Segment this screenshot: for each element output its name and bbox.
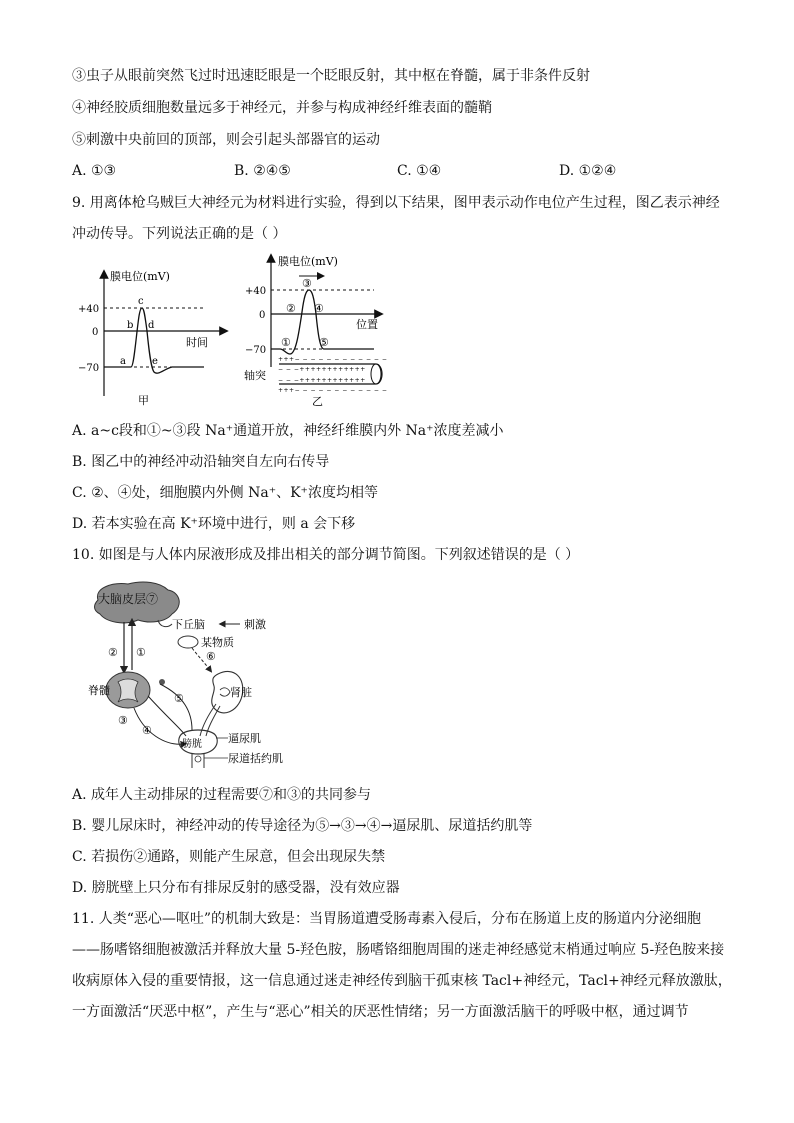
yi-marker-2: ② (286, 302, 296, 315)
num-2: ② (108, 646, 118, 659)
yi-tick-plus40: +40 (245, 286, 267, 297)
q10-option-d: D. 膀胱壁上只分布有排尿反射的感受器，没有效应器 (72, 880, 400, 896)
q11-line-4: 一方面激活“厌恶中枢”，产生与“恶心”相关的厌恶性情绪；另一方面激活脑干的呼吸中枢，通过调节 (72, 1004, 689, 1020)
q10-option-c: C. 若损伤②通路，则能产生尿意，但会出现尿失禁 (72, 849, 386, 865)
sphincter-label: 尿道括约肌 (228, 752, 283, 765)
yi-marker-3: ③ (302, 277, 312, 290)
q9-stem-line-2: 冲动传导。下列说法正确的是（ ） (72, 226, 287, 242)
yi-marker-4: ④ (314, 302, 324, 315)
num-1: ① (136, 646, 146, 659)
q8-statement-3: ③虫子从眼前突然飞过时迅速眨眼是一个眨眼反射，其中枢在脊髓，属于非条件反射 (72, 68, 590, 84)
q11-line-3: 收病原体入侵的重要情报，这一信息通过迷走神经传到脑干孤束核 Tacl+神经元，Tacl+神经元释放激肽， (72, 973, 732, 989)
jia-point-c: c (138, 296, 144, 307)
jia-point-a: a (120, 356, 126, 367)
q8-statement-5: ⑤刺激中央前回的顶部，则会引起头部器官的运动 (72, 132, 380, 148)
num-3: ③ (118, 714, 128, 727)
q10-option-b: B. 婴儿尿床时，神经冲动的传导途径为⑤→③→④→逼尿肌、尿道括约肌等 (72, 818, 533, 834)
detrusor-label: 逼尿肌 (228, 732, 261, 745)
num-4: ④ (142, 724, 152, 737)
jia-x-label: 时间 (186, 336, 208, 349)
jia-tick-minus70: −70 (78, 363, 100, 374)
jia-tick-0: 0 (92, 327, 99, 338)
figure-jia (74, 266, 234, 408)
q8-option-c: C. ①④ (397, 163, 442, 179)
figure-yi (244, 252, 394, 408)
bladder-label: 膀胱 (182, 739, 202, 750)
num-6: ⑥ (206, 650, 216, 663)
q9-option-c: C. ②、④处，细胞膜内外侧 Na⁺、K⁺浓度均相等 (72, 485, 378, 501)
jia-tick-plus40: +40 (78, 304, 100, 315)
q8-option-a: A. ①③ (72, 163, 117, 179)
yi-marker-5: ⑤ (319, 336, 329, 349)
svg-text:+++− − − − − − − − − − − −: +++− − − − − − − − − − − − (278, 356, 388, 363)
jia-point-b: b (127, 320, 134, 331)
num-5: ⑤ (174, 692, 184, 705)
q11-line-2: ——肠嗜铬细胞被激活并释放大量 5-羟色胺，肠嗜铬细胞周围的迷走神经感觉末梢通过响应 5-羟色胺来接 (72, 942, 725, 958)
yi-caption: 乙 (312, 395, 323, 408)
yi-tick-minus70: −70 (245, 345, 267, 356)
q8-option-b: B. ②④⑤ (234, 163, 291, 179)
yi-y-label: 膜电位(mV) (278, 255, 338, 268)
q9-option-b: B. 图乙中的神经冲动沿轴突自左向右传导 (72, 454, 330, 470)
svg-text:+++− − − − − − − − − − − −: +++− − − − − − − − − − − − (278, 387, 388, 394)
figure-urination-regulation (88, 578, 303, 770)
hypothalamus-label: 下丘脑 (172, 618, 205, 631)
kidney-label: 肾脏 (230, 686, 252, 699)
q8-option-d: D. ①②④ (559, 163, 617, 179)
spinal-cord-label: 脊髓 (88, 684, 110, 697)
jia-point-e: e (152, 356, 158, 367)
q9-stem-line-1: 9. 用离体枪乌贼巨大神经元为材料进行实验，得到以下结果，图甲表示动作电位产生过程，图乙表示神经 (72, 195, 720, 211)
svg-text:− − −++++++++++++: − − −++++++++++++ (278, 366, 366, 373)
q10-stem: 10. 如图是与人体内尿液形成及排出相关的部分调节简图。下列叙述错误的是（ ） (72, 547, 580, 563)
q8-statement-4: ④神经胶质细胞数量远多于神经元，并参与构成神经纤维表面的髓鞘 (72, 100, 492, 116)
stimulus-label: 刺激 (244, 618, 266, 631)
q11-line-1: 11. 人类“恶心—呕吐”的机制大致是：当胃肠道遭受肠毒素入侵后，分布在肠道上皮的肠道内分泌细胞 (72, 911, 702, 927)
yi-axon (278, 356, 387, 394)
jia-caption: 甲 (138, 394, 149, 407)
yi-x-label: 位置 (356, 318, 378, 331)
jia-point-d: d (148, 320, 155, 331)
yi-tick-0: 0 (259, 310, 266, 321)
q9-option-d: D. 若本实验在高 K⁺环境中进行，则 a 会下移 (72, 516, 356, 532)
jia-y-label: 膜电位(mV) (110, 270, 170, 283)
yi-axon-label: 轴突 (244, 369, 266, 382)
cortex-label: 大脑皮层⑦ (98, 592, 159, 606)
svg-text:− − −++++++++++++: − − −++++++++++++ (278, 377, 366, 384)
q9-option-a: A. a~c段和①~③段 Na⁺通道开放，神经纤维膜内外 Na⁺浓度差减小 (72, 423, 504, 439)
yi-marker-1: ① (281, 336, 291, 349)
q10-option-a: A. 成年人主动排尿的过程需要⑦和③的共同参与 (72, 787, 372, 803)
substance-label: 某物质 (201, 636, 234, 649)
